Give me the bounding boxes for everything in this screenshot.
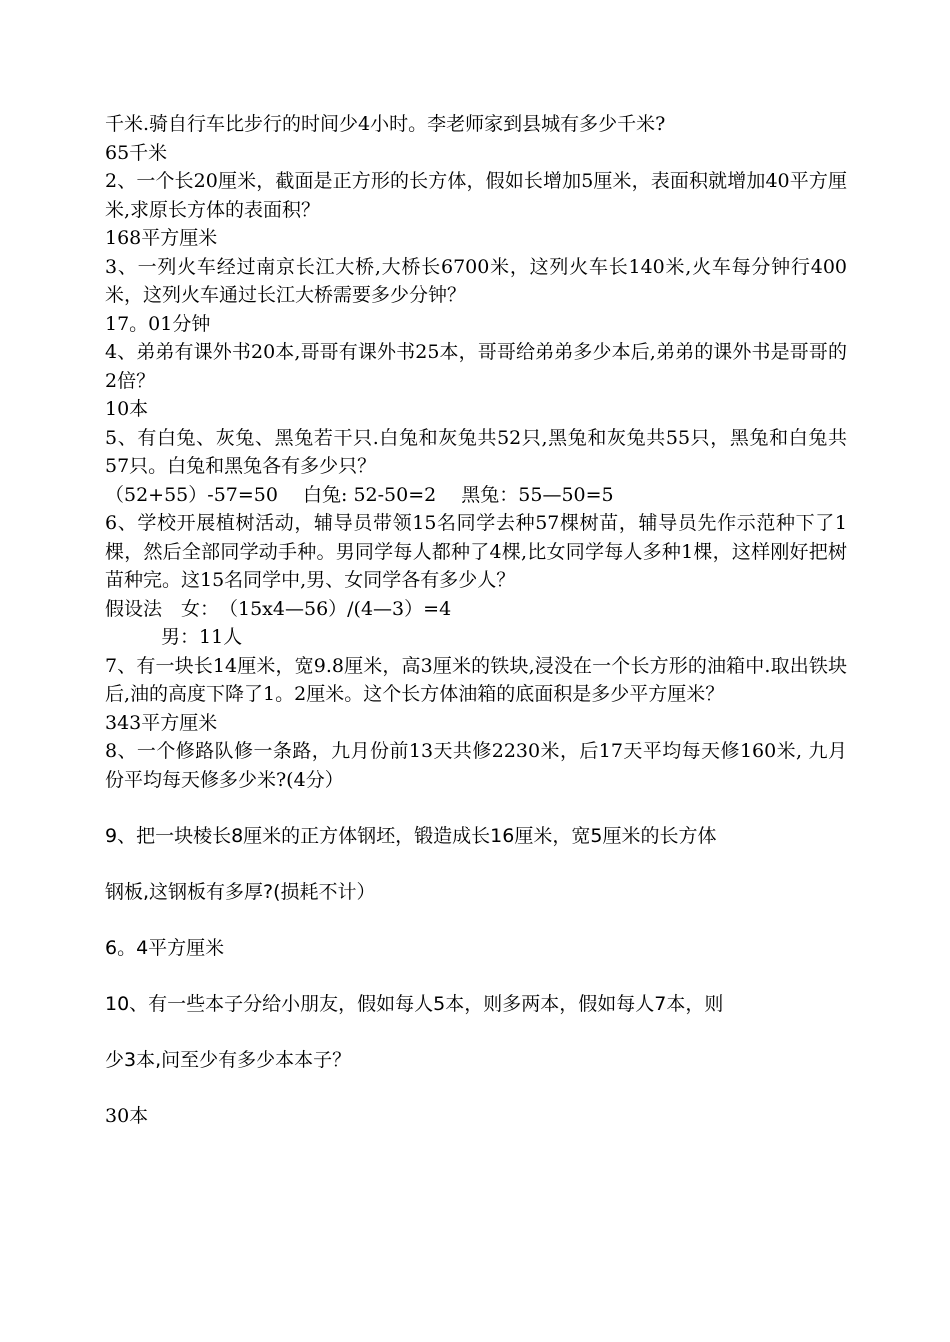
answer-3: 17。01分钟 [105, 312, 211, 335]
problem-9-line-2: 钢板,这钢板有多厚?(损耗不计） [105, 881, 376, 903]
answer-4: 10本 [105, 398, 149, 420]
answer-7: 343平方厘米 [105, 711, 218, 734]
problem-5: 5、有白兔、灰兔、黑兔若干只.白兔和灰兔共52只,黑兔和灰兔共55只，黑兔和白兔共57只。白兔和黑兔各有多少只？ [105, 426, 847, 477]
problem-4: 4、弟弟有课外书20本,哥哥有课外书25本，哥哥给弟弟多少本后,弟弟的课外书是哥哥的2倍？ [105, 341, 847, 392]
problem-block-9-10 [105, 822, 847, 1131]
problem-3: 3、一列火车经过南京长江大桥,大桥长6700米，这列火车长140米,火车每分钟行400米，这列火车通过长江大桥需要多少分钟？ [105, 255, 847, 306]
problem-10-line-2: 少3本,问至少有多少本本子？ [105, 1049, 352, 1071]
document-page [105, 110, 847, 1131]
problem-6: 6、学校开展植树活动，辅导员带领15名同学去种57棵树苗，辅导员先作示范种下了1棵，然后全部同学动手种。男同学每人都种了4棵,比女同学每人多种1棵，这样刚好把树苗种完。这15名同学中,男、女同学各有多少人？ [105, 512, 847, 591]
problem-9-line-1: 9、把一块棱长8厘米的正方体钢坯，锻造成长16厘米，宽5厘米的长方体 [105, 825, 717, 847]
answer-10: 30本 [105, 1105, 149, 1127]
answer-2: 168平方厘米 [105, 227, 218, 249]
answer-9: 6。4平方厘米 [105, 937, 225, 959]
problem-1-tail: 千米.骑自行车比步行的时间少4小时。李老师家到县城有多少千米? [105, 113, 666, 135]
problem-10-line-1: 10、有一些本子分给小朋友，假如每人5本，则多两本，假如每人7本，则 [105, 993, 724, 1015]
answer-6-boys: 男：11人 [161, 626, 243, 648]
answer-5: （52+55）-57=50 白兔: 52-50=2 黑兔：55—50=5 [105, 483, 614, 506]
problem-7: 7、有一块长14厘米，宽9.8厘米，高3厘米的铁块,浸没在一个长方形的油箱中.取出铁块后,油的高度下降了1。2厘米。这个长方体油箱的底面积是多少平方厘米？ [105, 654, 847, 705]
answer-1: 65千米 [105, 141, 168, 164]
problem-block-1-8 [105, 110, 847, 794]
problem-2: 2、一个长20厘米，截面是正方形的长方体，假如长增加5厘米，表面积就增加40平方厘米,求原长方体的表面积？ [105, 170, 847, 221]
answer-6-girls: 假设法 女： （15x4—56）/(4—3）=4 [105, 597, 452, 620]
problem-8: 8、一个修路队修一条路，九月份前13天共修2230米，后17天平均每天修160米, 九月份平均每天修多少米?(4分） [105, 740, 847, 791]
